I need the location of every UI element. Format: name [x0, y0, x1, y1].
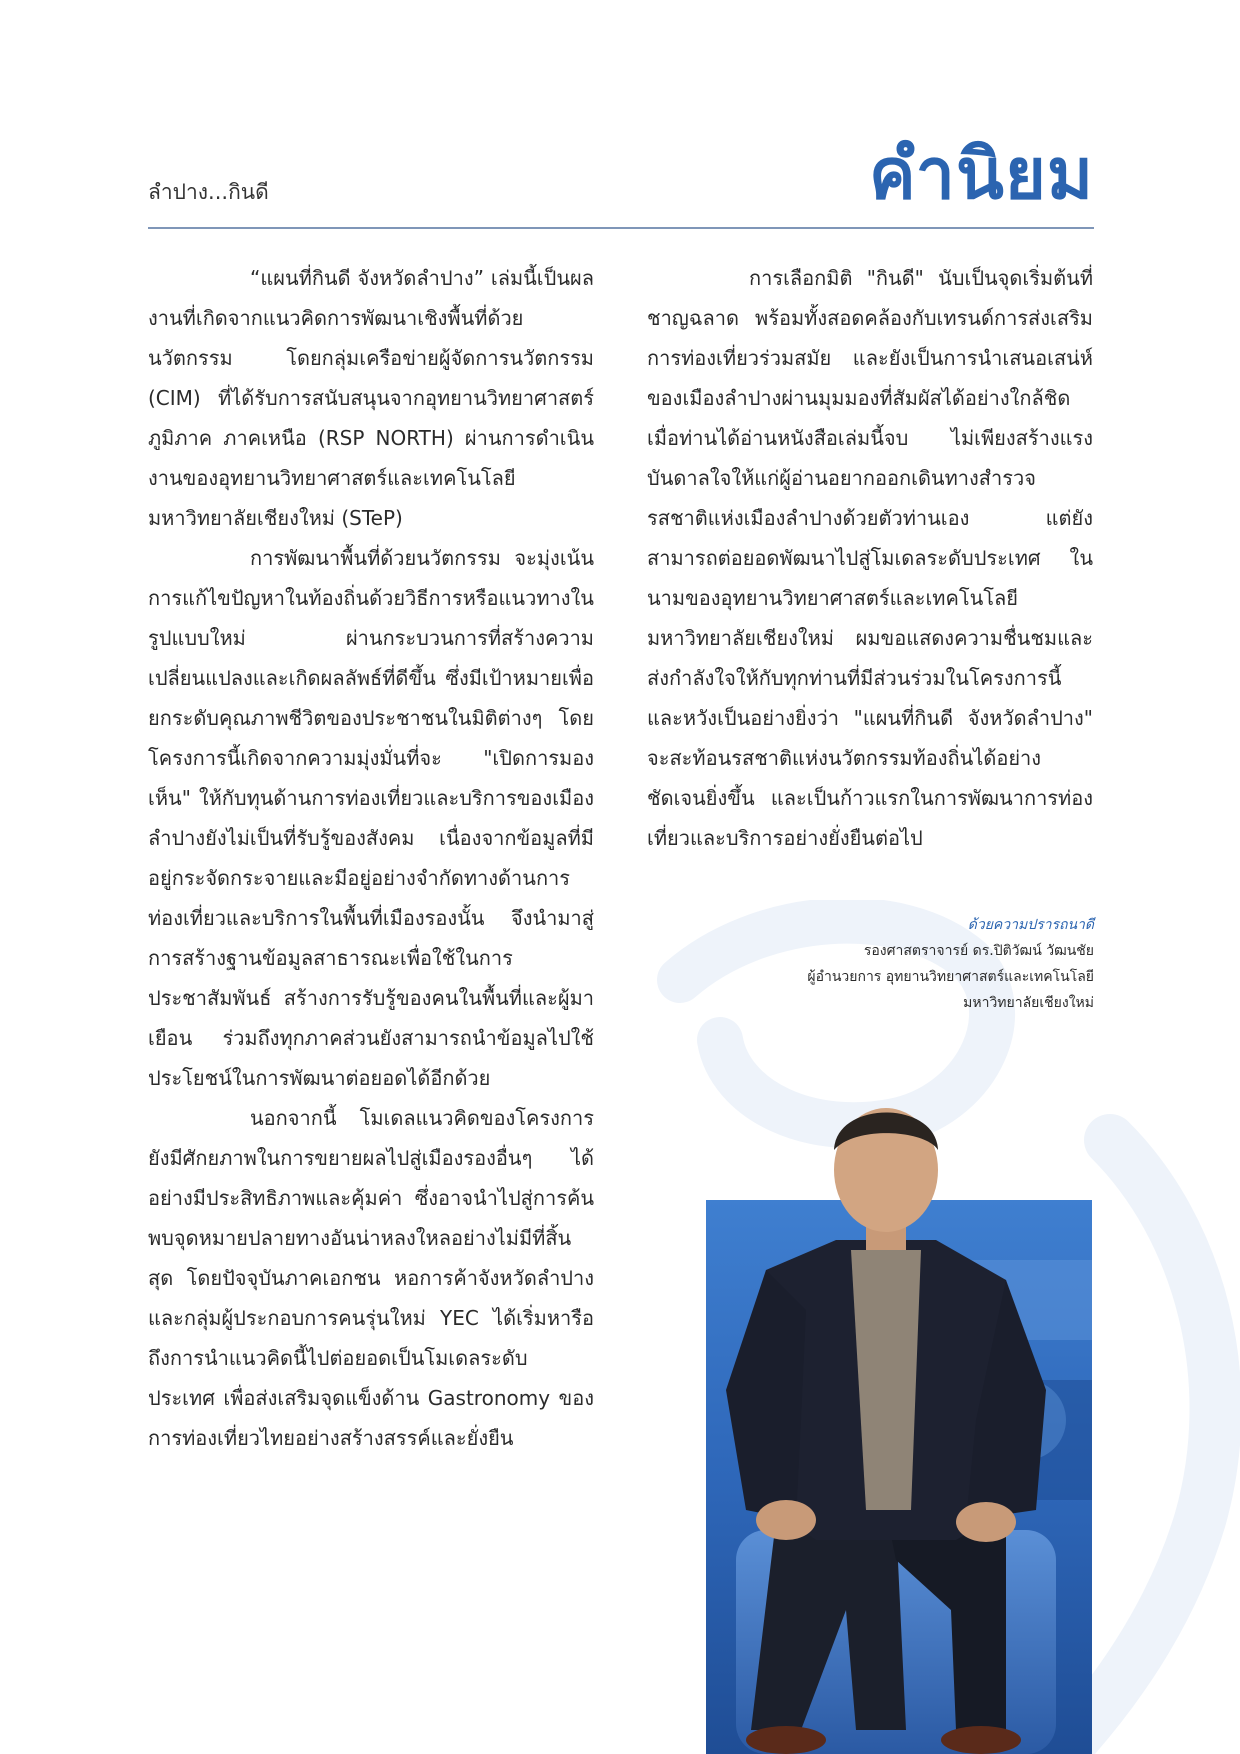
signature-position: ผู้อำนวยการ อุทยานวิทยาศาสตร์และเทคโนโลยี — [807, 969, 1094, 985]
right-column — [647, 258, 1093, 858]
breadcrumb: ลำปาง...กินดี — [148, 180, 269, 204]
body-paragraph: นอกจากนี้ โมเดลแนวคิดของโครงการยังมีศักยภาพในการขยายผลไปสู่เมืองรองอื่นๆ ได้อย่างมีประสิทธิภาพและคุ้มค่า ซึ่งอาจนำไปสู่การค้นพบจุดหมายปลายทางอันน่าหลงใหลอย่างไม่มีที่สิ้นสุด โดยปัจจุบันภาคเอกชน หอการค้าจังหวัดลำปาง และกลุ่มผู้ประกอบการคนรุ่นใหม่ YEC ได้เริ่มหารือถึงการนำแนวคิดนี้ไปต่อยอดเป็นโมเดลระดับประเทศ เพื่อส่งเสริมจุดแข็งด้าน Gastronomy ของการท่องเที่ยวไทยอย่างสร้างสรรค์และยั่งยืน — [148, 1106, 594, 1450]
signature-affiliation: มหาวิทยาลัยเชียงใหม่ — [963, 995, 1094, 1011]
signature-name: รองศาสตราจารย์ ดร.ปิติวัฒน์ วัฒนชัย — [863, 943, 1094, 959]
signature-block — [734, 912, 1094, 1016]
signature-greeting: ด้วยความปรารถนาดี — [967, 917, 1094, 933]
page-title: คำนิยม — [868, 133, 1094, 215]
body-paragraph: การเลือกมิติ "กินดี" นับเป็นจุดเริ่มต้นที่ชาญฉลาด พร้อมทั้งสอดคล้องกับเทรนด์การส่งเสริมการท่องเที่ยวร่วมสมัย และยังเป็นการนำเสนอเสน่ห์ของเมืองลำปางผ่านมุมมองที่สัมผัสได้อย่างใกล้ชิด เมื่อท่านได้อ่านหนังสือเล่มนี้จบ ไม่เพียงสร้างแรงบันดาลใจให้แก่ผู้อ่านอยากออกเดินทางสำรวจรสชาติแห่งเมืองลำปางด้วยตัวท่านเอง แต่ยังสามารถต่อยอดพัฒนาไปสู่โมเดลระดับประเทศ ในนามของอุทยานวิทยาศาสตร์และเทคโนโลยี มหาวิทยาลัยเชียงใหม่ ผมขอแสดงความชื่นชมและส่งกำลังใจให้กับทุกท่านที่มีส่วนร่วมในโครงการนี้ และหวังเป็นอย่างยิ่งว่า "แผนที่กินดี จังหวัดลำปาง" จะสะท้อนรสชาติแห่งนวัตกรรมท้องถิ่นได้อย่างชัดเจนยิ่งขึ้น และเป็นก้าวแรกในการพัฒนาการท่องเที่ยวและบริการอย่างยั่งยืนต่อไป — [647, 266, 1093, 850]
title-divider — [148, 227, 1094, 229]
body-paragraph: การพัฒนาพื้นที่ด้วยนวัตกรรม จะมุ่งเน้นการแก้ไขปัญหาในท้องถิ่นด้วยวิธีการหรือแนวทางในรูปแบบใหม่ ผ่านกระบวนการที่สร้างความเปลี่ยนแปลงและเกิดผลลัพธ์ที่ดีขึ้น ซึ่งมีเป้าหมายเพื่อยกระดับคุณภาพชีวิตของประชาชนในมิติต่างๆ โดยโครงการนี้เกิดจากความมุ่งมั่นที่จะ "เปิดการมองเห็น" ให้กับทุนด้านการท่องเที่ยวและบริการของเมืองลำปางยังไม่เป็นที่รับรู้ของสังคม เนื่องจากข้อมูลที่มีอยู่กระจัดกระจายและมีอยู่อย่างจำกัดทางด้านการท่องเที่ยวและบริการในพื้นที่เมืองรองนั้น จึงนำมาสู่การสร้างฐานข้อมูลสาธารณะเพื่อใช้ในการประชาสัมพันธ์ สร้างการรับรู้ของคนในพื้นที่และผู้มาเยือน ร่วมถึงทุกภาคส่วนยังสามารถนำข้อมูลไปใช้ประโยชน์ในการพัฒนาต่อยอดได้อีกด้วย — [148, 546, 594, 1090]
left-column — [148, 258, 594, 1458]
body-paragraph: “แผนที่กินดี จังหวัดลำปาง” เล่มนี้เป็นผลงานที่เกิดจากแนวคิดการพัฒนาเชิงพื้นที่ด้วยนวัตกรรม โดยกลุ่มเครือข่ายผู้จัดการนวัตกรรม (CIM) ที่ได้รับการสนับสนุนจากอุทยานวิทยาศาสตร์ภูมิภาค ภาคเหนือ (RSP NORTH) ผ่านการดำเนินงานของอุทยานวิทยาศาสตร์และเทคโนโลยี มหาวิทยาลัยเชียงใหม่ (STeP) — [148, 266, 594, 530]
portrait-photo — [706, 1090, 1092, 1754]
